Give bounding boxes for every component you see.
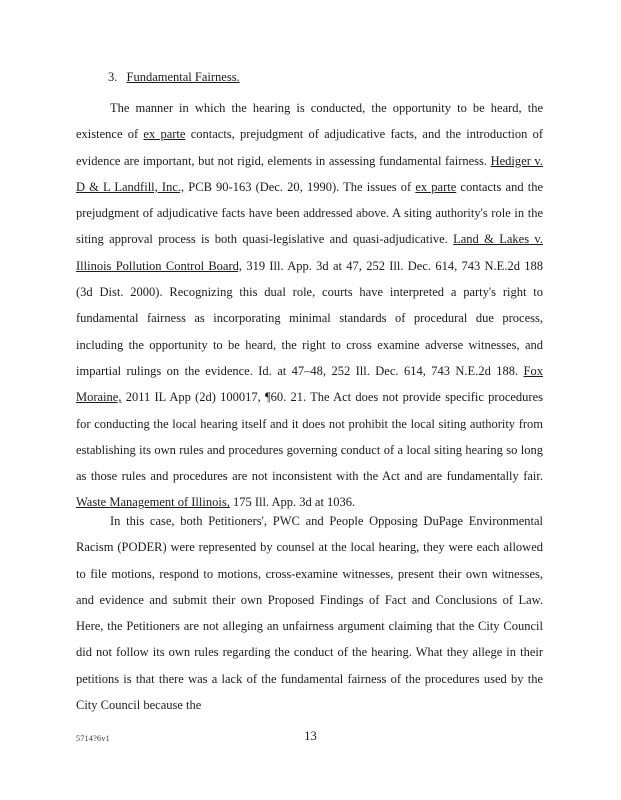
section-heading	[108, 70, 240, 85]
paragraph-fundamental-fairness	[76, 95, 543, 516]
text-run: contacts and the prejudgment of adjudicative facts have been addressed above. A siting authority's role in the siting approval process is both quasi-legislative and quasi-adjudicative.	[76, 179, 543, 247]
text-run: 319 Ill. App. 3d at 47, 252 Ill. Dec. 614, 743 N.E.2d 188 (3d Dist. 2000). Recognizing this dual role, courts have interpreted a party's right to fundamental fairness as incorporating minimal standards of procedural due process, including the opportunity to be heard, the right to cross examine adverse witnesses, and impartial rulings on the evidence. Id. at 47–48, 252 Ill. Dec. 614, 743 N.E.2d 188.	[76, 258, 543, 378]
section-number: 3.	[108, 70, 118, 84]
case-citation-hediger: Hediger v. D & L Landfill, Inc.,	[76, 153, 543, 194]
ex-parte-term: ex parte	[415, 179, 457, 194]
case-citation-waste-management: Waste Management of Illinois,	[76, 495, 230, 510]
case-citation-fox-moraine: Fox Moraine,	[76, 363, 543, 405]
text-run: 175 Ill. App. 3d at 1036.	[229, 495, 356, 510]
case-citation-land-lakes: Land & Lakes v. Illinois Pollution Control Board,	[76, 232, 543, 273]
text-run: contacts, prejudgment of adjudicative facts, and the introduction of evidence are important, but not rigid, elements in assessing fundamental fairness.	[76, 127, 544, 168]
text-run: PCB 90-163 (Dec. 20, 1990). The issues of	[184, 179, 416, 194]
paragraph-petitioners: In this case, both Petitioners', PWC and People Opposing DuPage Environmental Racism (PODER) were represented by counsel at the local hearing, they were each allowed to file motions, respond to motions, cross-examine witnesses, present their own witnesses, and evidence and submit their own Proposed Findings of Fact and Conclusions of Law. Here, the Petitioners are not alleging an unfairness argument claiming that the City Council did not follow its own rules regarding the conduct of the hearing. What they allege in their petitions is that there was a lack of the fundamental fairness of the procedures used by the City Council because the	[76, 514, 543, 713]
text-run: 2011 IL App (2d) 100017, ¶60. 21. The Act does not provide specific procedures for conducting the local hearing itself and it does not prohibit the local siting authority from establishing its own rules and procedures governing conduct of a local siting hearing so long as those rules and procedures are not inconsistent with the Act and are fundamentally fair.	[76, 390, 543, 484]
document-id: 5714?6v1	[76, 734, 110, 743]
section-title: Fundamental Fairness.	[126, 70, 240, 84]
text-run: The manner in which the hearing is conducted, the opportunity to be heard, the existence of	[76, 101, 543, 142]
page-number: 13	[304, 729, 317, 743]
ex-parte-term: ex parte	[143, 127, 186, 142]
